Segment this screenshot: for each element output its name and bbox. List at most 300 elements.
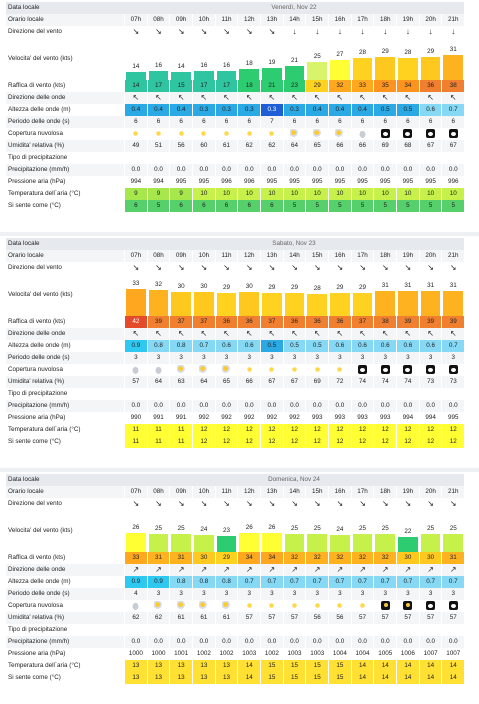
humidity-row-cell: 65 [305,140,328,152]
pressure-row-cell: 992 [192,412,215,424]
cloud-row-cell [169,128,192,140]
time-row-cell: 07h [124,14,147,26]
time-row-cell: 13h [260,250,283,262]
wave-period-row-cells [124,116,464,128]
precip-row-cells [124,400,464,412]
wind-speed-row-cells [124,510,464,552]
pressure-row-cell: 1004 [351,648,374,660]
feels-row-cell: 15 [283,672,306,684]
precip-type-row-cell [260,624,283,636]
sun-icon [290,601,299,610]
precip-row-cell: 0.0 [169,636,192,648]
cloud-row-cell [283,600,306,612]
cloud-row-cells [124,600,464,612]
wind-speed-row-cell [328,274,351,316]
date-label: Data locale [8,4,40,11]
wave-height-row-cell: 0.3 [283,104,306,116]
date-label: Data locale [8,476,40,483]
wind-speed-row [6,510,464,552]
wave-period-row-cell: 3 [328,352,351,364]
cloud-row-cell [237,600,260,612]
wind-speed-row-cell [351,38,374,80]
night-cloud-icon [403,129,412,138]
wind-arrow-icon: ↘ [359,263,366,272]
gust-row-cell: 15 [169,80,192,92]
gust-row-cell: 35 [373,80,396,92]
wave-height-row-cell: 0.5 [305,340,328,352]
precip-row-cell: 0.0 [192,400,215,412]
gust-row-cell: 42 [124,316,147,328]
pressure-row-label: Pressione aria (hPa) [8,414,66,421]
wind-speed-row-cell [396,38,419,80]
feels-row-cell: 6 [237,200,260,212]
wave-height-row-cells [124,104,464,116]
wind-dir-row-label: Direzione del vento [8,28,62,35]
time-row-cell: 13h [260,486,283,498]
humidity-row-cell: 69 [305,376,328,388]
wave-height-row-cell: 0.3 [260,104,283,116]
precip-type-row-cell [169,624,192,636]
wind-value: 31 [449,46,457,53]
sun-icon [335,365,344,374]
wave-height-row-label: Altezza delle onde (m) [8,106,71,113]
section-divider [0,232,479,236]
wave-dir-row-label: Direzione delle onde [8,566,66,573]
feels-row [6,672,464,684]
pressure-row [6,176,464,188]
wave-period-row-cell: 3 [373,588,396,600]
time-row-cell: 12h [237,14,260,26]
temp-row-cell: 9 [147,188,170,200]
humidity-row-cell: 57 [373,612,396,624]
wave-period-row-cell: 3 [260,588,283,600]
wind-bar [285,66,305,80]
cloud-icon [131,365,140,374]
wind-dir-row-cell [192,26,215,38]
time-row-label: Orario locale [8,488,44,495]
pressure-row [6,412,464,424]
wind-bar [262,293,282,316]
wind-speed-row-cell [441,38,464,80]
precip-row-cell: 0.0 [283,400,306,412]
wave-height-row-cell: 0.4 [124,104,147,116]
humidity-row-cell: 62 [260,140,283,152]
wave-period-row-cell: 3 [124,352,147,364]
humidity-row-cell: 49 [124,140,147,152]
precip-type-row-cell [169,388,192,400]
night-cloud-icon [403,365,412,374]
time-row-cell: 16h [328,14,351,26]
precip-row-cell: 0.0 [351,636,374,648]
precip-type-row-cell [169,152,192,164]
wind-speed-row-cell [260,274,283,316]
cloud-row-cell [237,128,260,140]
wave-period-row-cell: 4 [124,588,147,600]
wind-dir-row-cell [373,26,396,38]
wave-period-row-cell: 3 [147,588,170,600]
wave-period-row-cell: 3 [147,352,170,364]
wind-bar [307,534,327,552]
wave-dir-row-cell [169,92,192,104]
wave-arrow-icon: ↖ [223,329,230,338]
humidity-row-cell: 74 [373,376,396,388]
wave-height-row-cell: 0.4 [147,104,170,116]
wave-dir-row-cell [351,564,374,576]
precip-type-row-cell [441,152,464,164]
wind-dir-row-cell [260,498,283,510]
wave-arrow-icon: ↗ [359,565,366,574]
wind-arrow-icon: ↘ [427,263,434,272]
wind-value: 31 [427,282,435,289]
wind-arrow-icon: ↘ [245,263,253,272]
wind-arrow-icon: ↘ [313,499,321,508]
wind-speed-row-cell [260,38,283,80]
feels-row-cell: 6 [215,200,238,212]
time-row-cell: 11h [215,14,238,26]
humidity-row-cells [124,140,464,152]
wave-arrow-icon: ↖ [404,329,412,338]
wind-speed-row-label: Velocita' del vento (kts) [8,291,73,298]
precip-row-cell: 0.0 [419,400,442,412]
gust-row-cell: 36 [283,316,306,328]
pressure-row-cell: 993 [373,412,396,424]
wind-speed-row-cell [169,38,192,80]
feels-row-cell: 12 [260,436,283,448]
gust-row-cell: 36 [328,316,351,328]
precip-row-cell: 0.0 [441,164,464,176]
precip-row-label: Precipitazione (mm/h) [8,166,70,173]
cloud-row-cell [215,128,238,140]
feels-row-label: Si sente come (°C) [8,202,61,209]
wave-height-row-cell: 0.8 [147,340,170,352]
precip-row-cell: 0.0 [283,164,306,176]
humidity-row-cell: 62 [237,140,260,152]
wind-bar [217,536,237,552]
precip-row-cell: 0.0 [419,164,442,176]
precip-row-cell: 0.0 [192,636,215,648]
wind-dir-row-cell [237,26,260,38]
precip-row-cell: 0.0 [396,164,419,176]
cloud-row-cell [441,600,464,612]
wind-speed-row-cell [124,38,147,80]
wind-speed-row-cell [237,274,260,316]
wave-height-row-cells [124,340,464,352]
wave-height-row-cell: 0.4 [351,104,374,116]
time-row-cell: 10h [192,486,215,498]
wind-speed-row-cell [305,38,328,80]
wave-dir-row-cell [351,328,374,340]
wind-dir-row-cell [192,498,215,510]
wind-bar [375,534,395,552]
gust-row-cell: 29 [305,80,328,92]
temp-row-cell: 12 [328,424,351,436]
pressure-row-cell: 993 [351,412,374,424]
wave-height-row-cell: 0.4 [305,104,328,116]
precip-type-row-cell [192,624,215,636]
wind-dir-row-cell [351,262,374,274]
wave-dir-row-cell [192,564,215,576]
wave-period-row-cell: 6 [441,116,464,128]
wave-arrow-icon: ↖ [336,93,344,102]
cloud-row-cell [260,364,283,376]
humidity-row-cells [124,612,464,624]
feels-row-cell: 13 [215,672,238,684]
wave-height-row-cell: 0.4 [169,104,192,116]
time-row-cell: 12h [237,486,260,498]
precip-type-row-cell [283,388,306,400]
wind-dir-row-cell [373,498,396,510]
temp-row-cell: 13 [124,660,147,672]
gust-row-cell: 31 [441,552,464,564]
wind-arrow-icon: ↘ [177,27,185,36]
wave-period-row-cell: 6 [124,116,147,128]
wind-value: 25 [381,525,389,532]
wave-arrow-icon: ↗ [313,565,321,574]
wave-period-row-cell: 3 [373,352,396,364]
wave-height-row-cell: 0.9 [124,340,147,352]
wave-period-row-cell: 6 [328,116,351,128]
wind-dir-row-cell [215,262,238,274]
wave-period-row-label: Periodo delle onde (s) [8,118,70,125]
feels-row-cell: 6 [169,200,192,212]
precip-row-cell: 0.0 [441,636,464,648]
gust-row-cell: 37 [260,316,283,328]
humidity-row-cell: 65 [215,376,238,388]
wave-height-row-cell: 0.9 [124,576,147,588]
gust-row-cell: 37 [192,316,215,328]
wind-value: 26 [268,524,276,531]
wind-bar [443,291,463,316]
cloud-row-cell [215,364,238,376]
feels-row-cell: 5 [351,200,374,212]
wave-dir-row-cell [169,328,192,340]
feels-row-cell: 11 [124,436,147,448]
pressure-row-cells [124,176,464,188]
temp-row [6,660,464,672]
pressure-row-cell: 995 [283,176,306,188]
wave-arrow-icon: ↖ [245,93,253,102]
day-title: Venerdì, Nov 22 [271,4,317,11]
wave-dir-row-cell [215,92,238,104]
temp-row-cell: 15 [305,660,328,672]
wind-bar [149,290,169,316]
cloud-row-cell [237,364,260,376]
pressure-row-label: Pressione aria (hPa) [8,650,66,657]
temp-row-cell: 10 [328,188,351,200]
temp-row-cell: 12 [441,424,464,436]
wind-speed-row-cell [419,38,442,80]
humidity-row-cell: 62 [147,612,170,624]
pressure-row-cell: 1007 [419,648,442,660]
sun-icon [245,129,254,138]
feels-row-cell: 12 [419,436,442,448]
gust-row-cell: 39 [419,316,442,328]
cloud-row-cells [124,364,464,376]
wave-period-row-cell: 3 [305,352,328,364]
precip-row-cell: 0.0 [283,636,306,648]
gust-row-cell: 37 [169,316,192,328]
precip-type-row-cell [396,152,419,164]
feels-row-cell: 13 [124,672,147,684]
wave-dir-row-cells [124,92,464,104]
humidity-row-cell: 56 [169,140,192,152]
precip-type-row-cell [192,152,215,164]
temp-row-label: Temperatura dell`aria (°C) [8,190,81,197]
wave-period-row-cell: 3 [396,352,419,364]
wind-arrow-icon: ↘ [359,499,366,508]
temp-row-cell: 13 [192,660,215,672]
wave-arrow-icon: ↖ [359,329,366,338]
wave-dir-row-cell [260,564,283,576]
gust-row-cell: 32 [373,552,396,564]
sun-icon [290,365,299,374]
wave-period-row-cell: 3 [215,352,238,364]
precip-type-row-cell [396,388,419,400]
wave-arrow-icon: ↖ [223,93,230,102]
cloud-row-cell [147,364,170,376]
wave-height-row-cell: 0.8 [215,576,238,588]
wind-value: 26 [132,524,140,531]
wind-arrow-icon: ↘ [155,499,162,508]
humidity-row [6,140,464,152]
wind-arrow-icon: ↓ [383,27,388,36]
wave-dir-row-label: Direzione delle onde [8,94,66,101]
cloud-icon [358,129,367,138]
time-row-cell: 08h [147,14,170,26]
wave-height-row-cell: 0.8 [169,340,192,352]
time-row-cell: 16h [328,486,351,498]
time-row-cells [124,14,464,26]
wave-period-row-cell: 3 [396,588,419,600]
wave-height-row-cell: 0.7 [419,576,442,588]
wind-dir-row-cell [169,262,192,274]
feels-row-cells [124,436,464,448]
gust-row-cell: 32 [305,552,328,564]
precip-type-row-cell [124,388,147,400]
cloud-row-cell [169,600,192,612]
pressure-row-cells [124,648,464,660]
humidity-row-cell: 57 [441,612,464,624]
wave-arrow-icon: ↖ [359,93,366,102]
cloud-row-cell [124,600,147,612]
wind-dir-row-cell [283,26,306,38]
precip-type-row-cell [441,388,464,400]
partly-cloudy-icon [199,365,208,374]
precip-row-cell: 0.0 [237,164,260,176]
wind-value: 29 [223,284,231,291]
humidity-row-cell: 57 [283,612,306,624]
gust-row-cell: 18 [237,80,260,92]
cloud-row-cell [124,128,147,140]
wind-bar [194,71,214,80]
wind-arrow-icon: ↘ [177,263,185,272]
wind-speed-row-cell [396,510,419,552]
wind-value: 22 [404,528,412,535]
wave-arrow-icon: ↖ [177,93,185,102]
feels-row-cell: 12 [373,436,396,448]
humidity-row-cell: 57 [351,612,374,624]
wave-period-row-cell: 3 [328,588,351,600]
wind-value: 16 [200,62,208,69]
precip-row-cell: 0.0 [419,636,442,648]
wind-dir-row-cell [441,498,464,510]
wave-arrow-icon: ↖ [268,329,276,338]
humidity-row-cell: 61 [215,612,238,624]
gust-row-cell: 39 [441,316,464,328]
temp-row-cell: 12 [215,424,238,436]
wave-height-row-cells [124,576,464,588]
wave-dir-row-cell [373,92,396,104]
sun-icon [154,129,163,138]
temp-row-cell: 10 [192,188,215,200]
wave-dir-row-cell [305,92,328,104]
wave-height-row [6,576,464,588]
wave-period-row-cell: 6 [419,116,442,128]
wind-bar [171,292,191,316]
precip-type-row-cell [215,624,238,636]
wave-arrow-icon: ↖ [313,329,321,338]
wave-period-row-cell: 7 [260,116,283,128]
wave-period-row-cell: 3 [419,588,442,600]
wave-arrow-icon: ↗ [245,565,253,574]
wind-value: 29 [268,284,276,291]
cloud-row-label: Copertura nuvolosa [8,130,63,137]
feels-row-cell: 13 [147,672,170,684]
wind-speed-row-cell [441,274,464,316]
precip-row [6,636,464,648]
feels-row [6,436,464,448]
wind-speed-row-cell [396,274,419,316]
humidity-row-cell: 66 [351,140,374,152]
precip-row-cell: 0.0 [124,636,147,648]
time-row-cell: 09h [169,250,192,262]
pressure-row-cell: 993 [328,412,351,424]
pressure-row-cell: 992 [260,412,283,424]
precip-row-cell: 0.0 [396,636,419,648]
wind-value: 25 [359,525,367,532]
feels-row-cell: 12 [351,436,374,448]
wave-period-row-cell: 3 [169,352,192,364]
wind-speed-row-cells [124,274,464,316]
time-row-label: Orario locale [8,252,44,259]
time-row-cell: 14h [283,250,306,262]
time-row-cell: 17h [351,486,374,498]
wind-speed-row-cells [124,38,464,80]
feels-row-cell: 5 [283,200,306,212]
wind-arrow-icon: ↓ [337,27,342,36]
wave-dir-row-cell [373,564,396,576]
day-title: Sabato, Nov 23 [272,240,316,247]
cloud-row-label: Copertura nuvolosa [8,602,63,609]
temp-row-cell: 13 [147,660,170,672]
partly-cloudy-icon [222,365,231,374]
time-row-cell: 09h [169,486,192,498]
precip-row-cell: 0.0 [215,400,238,412]
wave-arrow-icon: ↗ [404,565,412,574]
gust-row-cell: 14 [124,80,147,92]
cloud-row [6,364,464,376]
wind-bar [285,293,305,316]
day-title: Domenica, Nov 24 [268,476,320,483]
temp-row-cell: 10 [351,188,374,200]
wave-height-row [6,340,464,352]
pressure-row-cell: 1000 [147,648,170,660]
date-row [6,238,464,250]
wind-dir-row-cell [260,262,283,274]
sun-icon [335,601,344,610]
cloud-row-cell [419,128,442,140]
gust-row-cell: 30 [396,552,419,564]
